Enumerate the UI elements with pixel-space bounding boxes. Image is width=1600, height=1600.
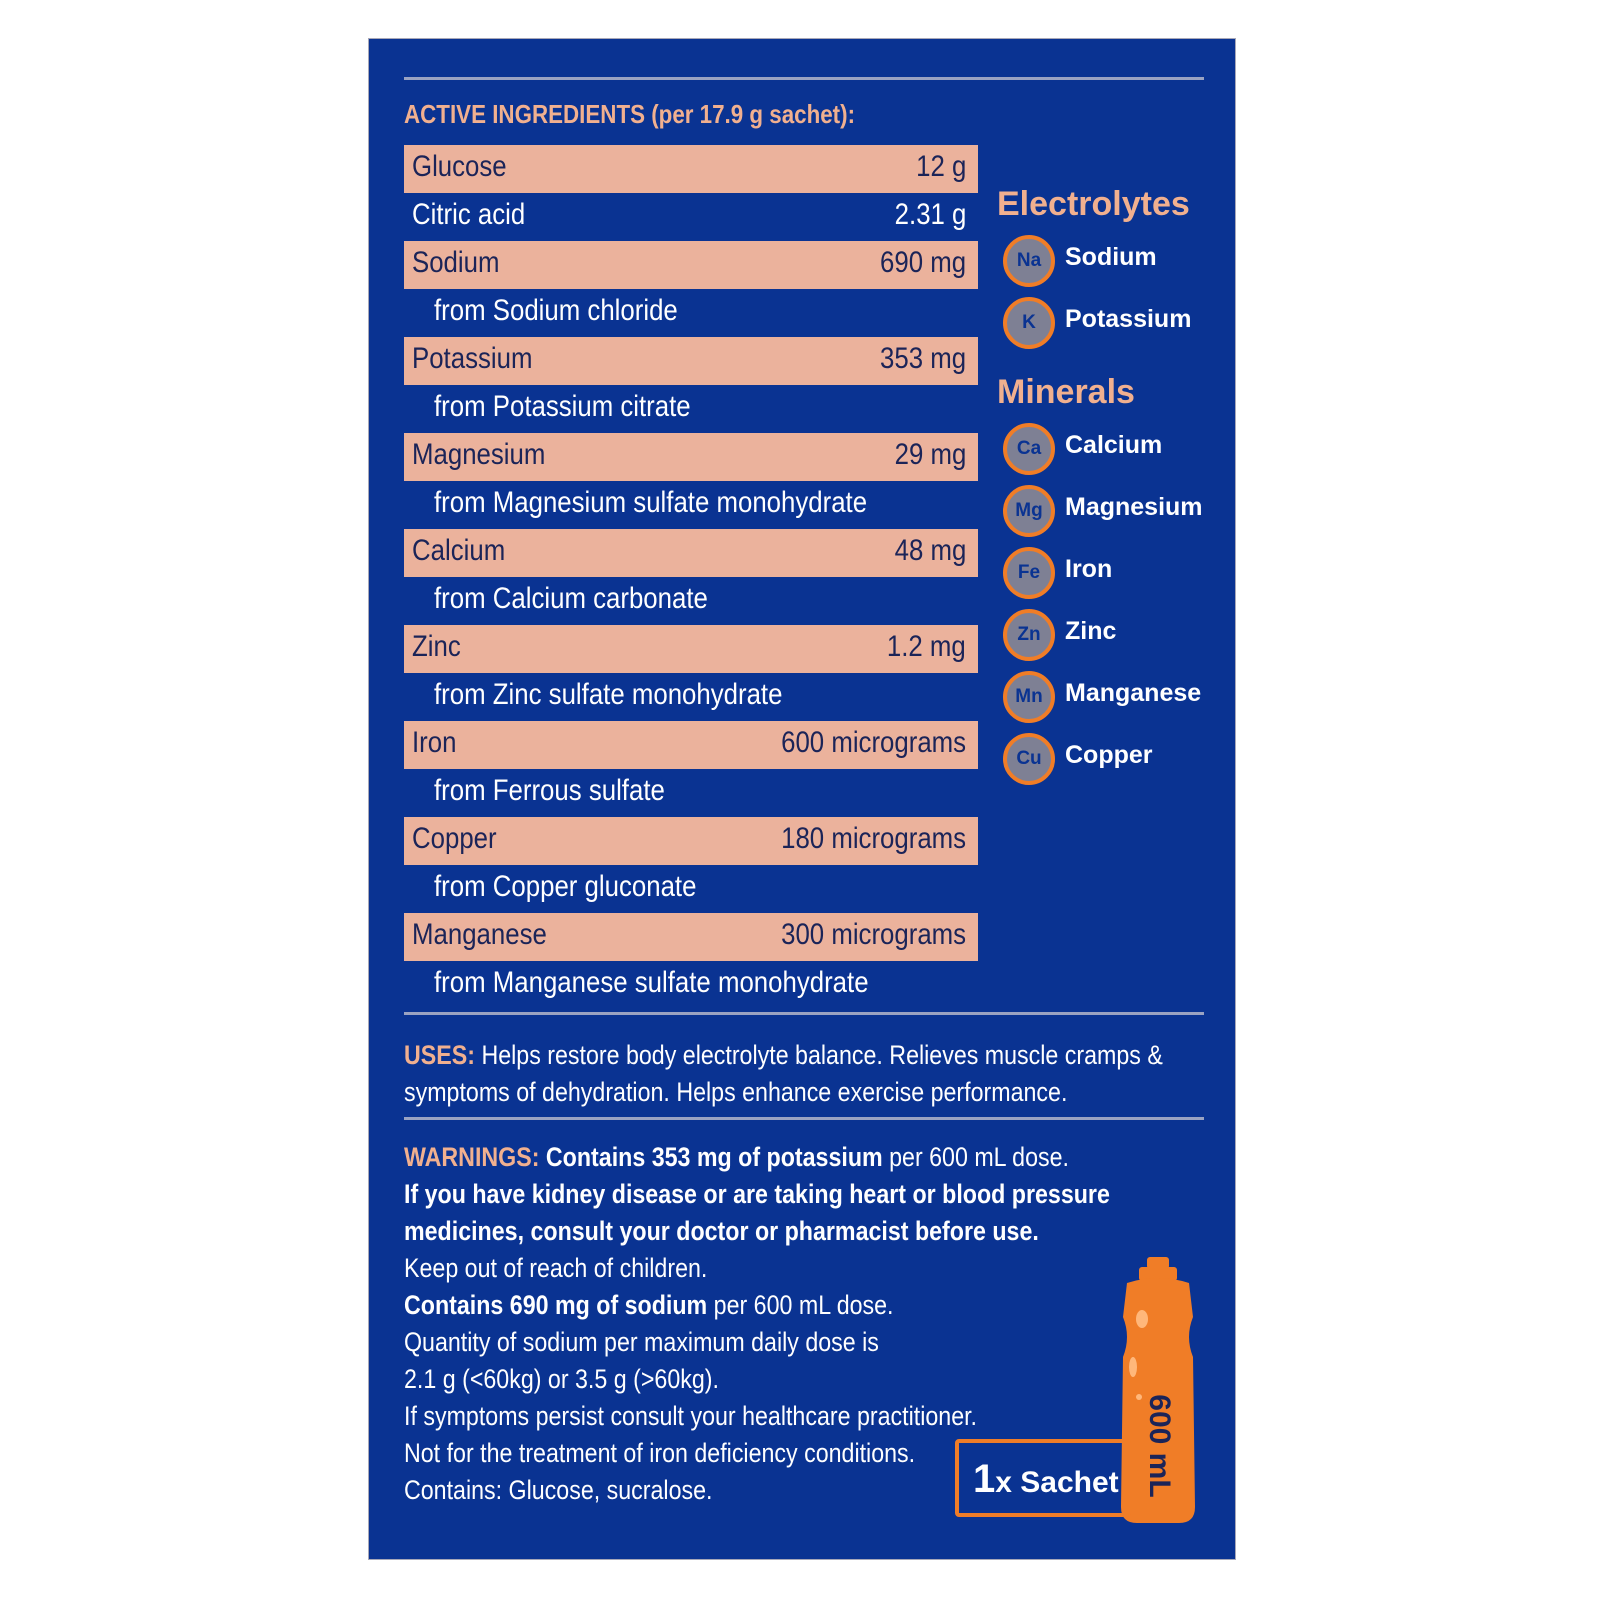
ingredient-source-row	[404, 961, 978, 1009]
element-name: Copper	[1065, 741, 1153, 769]
ingredient-source-row	[404, 769, 978, 817]
ingredient-amount: 300 micrograms	[781, 918, 966, 951]
element-symbol-icon: Cu	[1003, 733, 1055, 785]
ingredient-name: Copper	[412, 822, 497, 855]
ingredient-row	[404, 337, 978, 385]
ingredient-name: from Magnesium sulfate monohydrate	[434, 486, 868, 519]
element-symbol-icon: Mn	[1003, 671, 1055, 723]
ingredient-name: Calcium	[412, 534, 506, 567]
uses-text	[404, 1037, 1163, 1111]
ingredient-row	[404, 193, 978, 241]
ingredient-source-row	[404, 673, 978, 721]
uses-label: USES:	[404, 1040, 475, 1070]
ingredient-source-row	[404, 577, 978, 625]
children-warning: Keep out of reach of children.	[404, 1253, 708, 1283]
ingredient-name: Sodium	[412, 246, 500, 279]
element-symbol-icon: Na	[1003, 235, 1055, 287]
electrolytes-heading: Electrolytes	[997, 185, 1190, 223]
ingredient-name: Zinc	[412, 630, 461, 663]
element-name: Iron	[1065, 555, 1113, 583]
element-symbol-icon: Fe	[1003, 547, 1055, 599]
ingredient-row	[404, 817, 978, 865]
element-name: Magnesium	[1065, 493, 1203, 521]
ingredient-name: from Calcium carbonate	[434, 582, 708, 615]
ingredient-source-row	[404, 385, 978, 433]
ingredient-amount: 690 mg	[879, 246, 966, 279]
element-name: Calcium	[1065, 431, 1163, 459]
element-name: Manganese	[1065, 679, 1202, 707]
element-symbol-icon: Zn	[1003, 609, 1055, 661]
ingredient-name: Citric acid	[412, 198, 526, 231]
ingredient-name: from Copper gluconate	[434, 870, 697, 903]
element-symbol-icon: Ca	[1003, 423, 1055, 475]
ingredient-name: Iron	[412, 726, 457, 759]
ingredient-amount: 1.2 mg	[887, 630, 966, 663]
uses-line-2: symptoms of dehydration. Helps enhance exercise performance.	[404, 1077, 1068, 1107]
contains-line: Contains: Glucose, sucralose.	[404, 1475, 713, 1505]
electrolytes-item	[997, 229, 1227, 291]
product-panel	[368, 38, 1236, 1560]
ingredient-amount: 48 mg	[894, 534, 966, 567]
persist-warning: If symptoms persist consult your healthcare practitioner.	[404, 1401, 978, 1431]
ingredient-row	[404, 913, 978, 961]
ingredient-name: Manganese	[412, 918, 547, 951]
minerals-item	[997, 479, 1227, 541]
ingredient-source-row	[404, 865, 978, 913]
potassium-warning: Contains 353 mg of potassium	[545, 1142, 883, 1172]
potassium-dose: per 600 mL dose.	[889, 1142, 1069, 1172]
active-ingredients-heading: ACTIVE INGREDIENTS (per 17.9 g sachet):	[404, 99, 856, 129]
electrolytes-list	[997, 229, 1227, 353]
minerals-item	[997, 417, 1227, 479]
minerals-item	[997, 727, 1227, 789]
ingredient-amount: 600 micrograms	[781, 726, 966, 759]
electrolytes-item	[997, 291, 1227, 353]
element-symbol-icon: Mg	[1003, 485, 1055, 537]
ingredient-name: from Potassium citrate	[434, 390, 691, 423]
ingredient-amount: 353 mg	[879, 342, 966, 375]
sachet-badge	[955, 1439, 1131, 1517]
uses-divider	[404, 1012, 1204, 1015]
element-name: Zinc	[1065, 617, 1117, 645]
kidney-warning-1: If you have kidney disease or are taking heart or blood pressure	[404, 1179, 1110, 1209]
quantity-line-2: 2.1 g (<60kg) or 3.5 g (>60kg).	[404, 1364, 719, 1394]
top-divider	[404, 77, 1204, 80]
ingredient-amount: 12 g	[915, 150, 966, 183]
warnings-label: WARNINGS:	[404, 1142, 540, 1172]
quantity-line-1: Quantity of sodium per maximum daily dose is	[404, 1327, 879, 1357]
ingredient-source-row	[404, 481, 978, 529]
ingredient-name: from Manganese sulfate monohydrate	[434, 966, 869, 999]
ingredient-amount: 29 mg	[894, 438, 966, 471]
ingredient-row	[404, 241, 978, 289]
sodium-warning: Contains 690 mg of sodium	[404, 1290, 708, 1320]
minerals-item	[997, 603, 1227, 665]
element-symbol-icon: K	[1003, 297, 1055, 349]
ingredient-row	[404, 625, 978, 673]
ingredient-row	[404, 529, 978, 577]
bottle-volume-text: 600 mL	[1143, 1394, 1176, 1498]
element-name: Potassium	[1065, 305, 1192, 333]
kidney-warning-2: medicines, consult your doctor or pharmacist before use.	[404, 1216, 1039, 1246]
ingredient-amount: 2.31 g	[894, 198, 966, 231]
ingredient-row	[404, 145, 978, 193]
ingredient-amount: 180 micrograms	[781, 822, 966, 855]
ingredient-name: from Sodium chloride	[434, 294, 678, 327]
sachet-text: x Sachet	[995, 1466, 1119, 1499]
ingredient-name: from Ferrous sulfate	[434, 774, 665, 807]
element-name: Sodium	[1065, 243, 1157, 271]
ingredient-name: Magnesium	[412, 438, 546, 471]
ingredient-row	[404, 721, 978, 769]
bottle-volume-label	[1124, 1389, 1194, 1499]
sodium-dose: per 600 mL dose.	[713, 1290, 894, 1320]
iron-warning: Not for the treatment of iron deficiency conditions.	[404, 1438, 916, 1468]
minerals-heading: Minerals	[997, 373, 1135, 411]
ingredient-name: Potassium	[412, 342, 533, 375]
ingredient-source-row	[404, 289, 978, 337]
warnings-divider	[404, 1117, 1204, 1120]
sachet-count: 1	[973, 1457, 996, 1501]
minerals-list	[997, 417, 1227, 789]
minerals-item	[997, 665, 1227, 727]
nutrient-legend	[997, 179, 1227, 789]
uses-line-1: Helps restore body electrolyte balance. Relieves muscle cramps &	[481, 1040, 1163, 1070]
ingredients-table	[404, 145, 978, 1009]
ingredient-name: Glucose	[412, 150, 507, 183]
ingredient-row	[404, 433, 978, 481]
minerals-item	[997, 541, 1227, 603]
ingredient-name: from Zinc sulfate monohydrate	[434, 678, 783, 711]
